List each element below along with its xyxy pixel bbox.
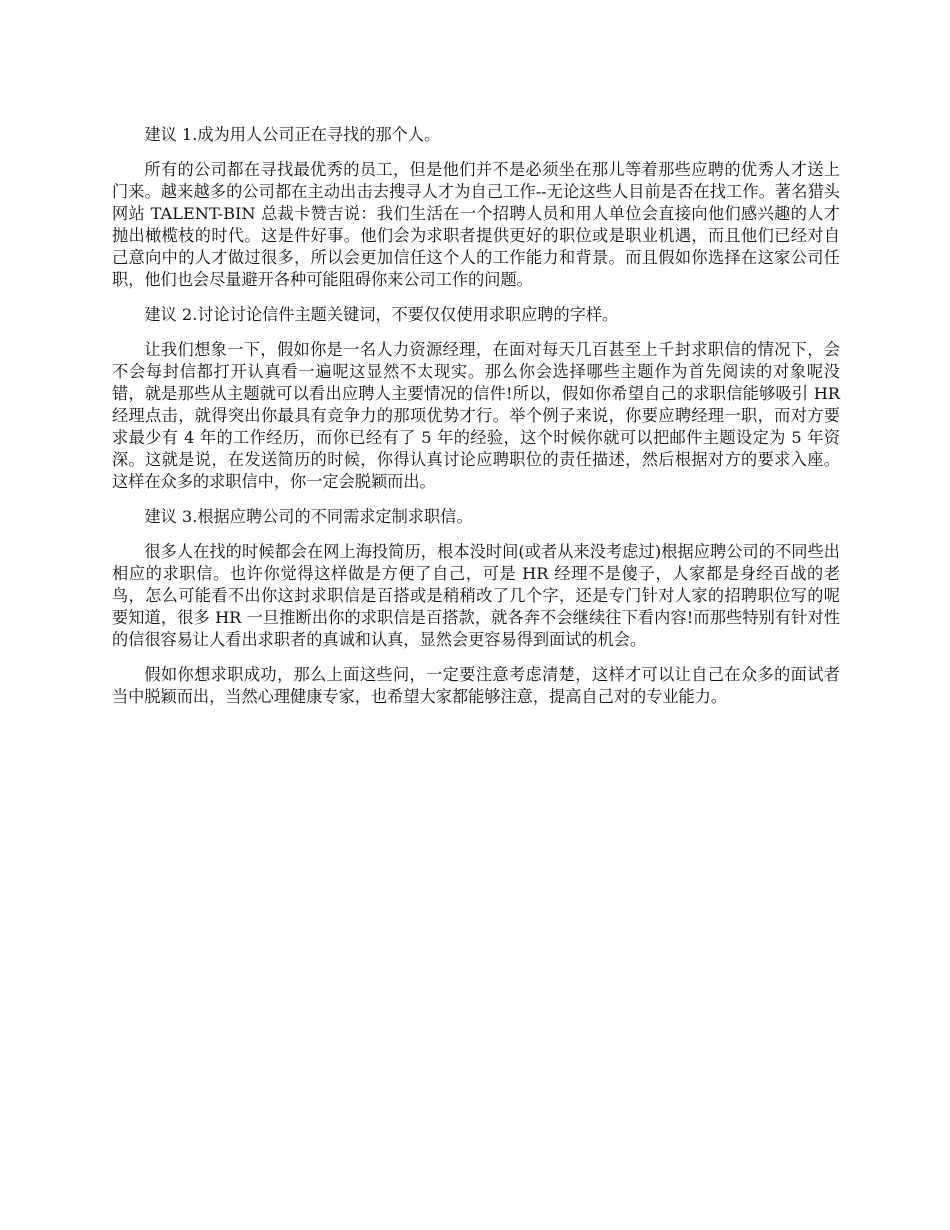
closing-paragraph: 假如你想求职成功，那么上面这些问，一定要注意考虑清楚，这样才可以让自己在众多的面试者当中脱颖而出，当然心理健康专家，也希望大家都能够注意，提高自己对的专业能力。 (112, 665, 840, 706)
advice-2-heading: 建议 2.讨论讨论信件主题关键词，不要仅仅使用求职应聘的字样。 (144, 305, 619, 324)
document-body (112, 124, 840, 721)
advice-2-body: 让我们想象一下，假如你是一名人力资源经理，在面对每天几百甚至上千封求职信的情况下，会不会每封信都打开认真看一遍呢这显然不太现实。那么你会选择哪些主题作为首先阅读的对象呢没错，就是那些从主题就可以看出应聘人主要情况的信件!所以，假如你希望自己的求职信能够吸引 HR 经理点击，就得突出你最具有竞争力的那项优势才行。举个例子来说，你要应聘经理一职，而对方要求最少有 4 年的工作经历，而你已经有了 5 年的经验，这个时候你就可以把邮件主题设定为 5 年资深。这就是说，在发送简历的时候，你得认真讨论应聘职位的责任描述，然后根据对方的要求入座。这样在众多的求职信中，你一定会脱颖而出。 (112, 340, 840, 491)
advice-1-heading: 建议 1.成为用人公司正在寻找的那个人。 (144, 125, 441, 144)
advice-3-heading: 建议 3.根据应聘公司的不同需求定制求职信。 (144, 507, 473, 526)
advice-1-body: 所有的公司都在寻找最优秀的员工，但是他们并不是必须坐在那儿等着那些应聘的优秀人才送上门来。越来越多的公司都在主动出击去搜寻人才为自己工作--无论这些人目前是否在找工作。著名猎头网站 TALENT-BIN 总裁卡赞吉说：我们生活在一个招聘人员和用人单位会直接向他们感兴趣的人才抛出橄榄枝的时代。这是件好事。他们会为求职者提供更好的职位或是职业机遇，而且他们已经对自己意向中的人才做过很多，所以会更加信任这个人的工作能力和背景。而且假如你选择在这家公司任职，他们也会尽量避开各种可能阻碍你来公司工作的问题。 (112, 160, 840, 289)
advice-3-body: 很多人在找的时候都会在网上海投简历，根本没时间(或者从来没考虑过)根据应聘公司的不同些出相应的求职信。也许你觉得这样做是方便了自己，可是 HR 经理不是傻子，人家都是身经百战的老鸟，怎么可能看不出你这封求职信是百搭或是稍稍改了几个字，还是专门针对人家的招聘职位写的呢要知道，很多 HR 一旦推断出你的求职信是百搭款，就各奔不会继续往下看内容!而那些特别有针对性的信很容易让人看出求职者的真诚和认真，显然会更容易得到面试的机会。 (112, 542, 840, 649)
